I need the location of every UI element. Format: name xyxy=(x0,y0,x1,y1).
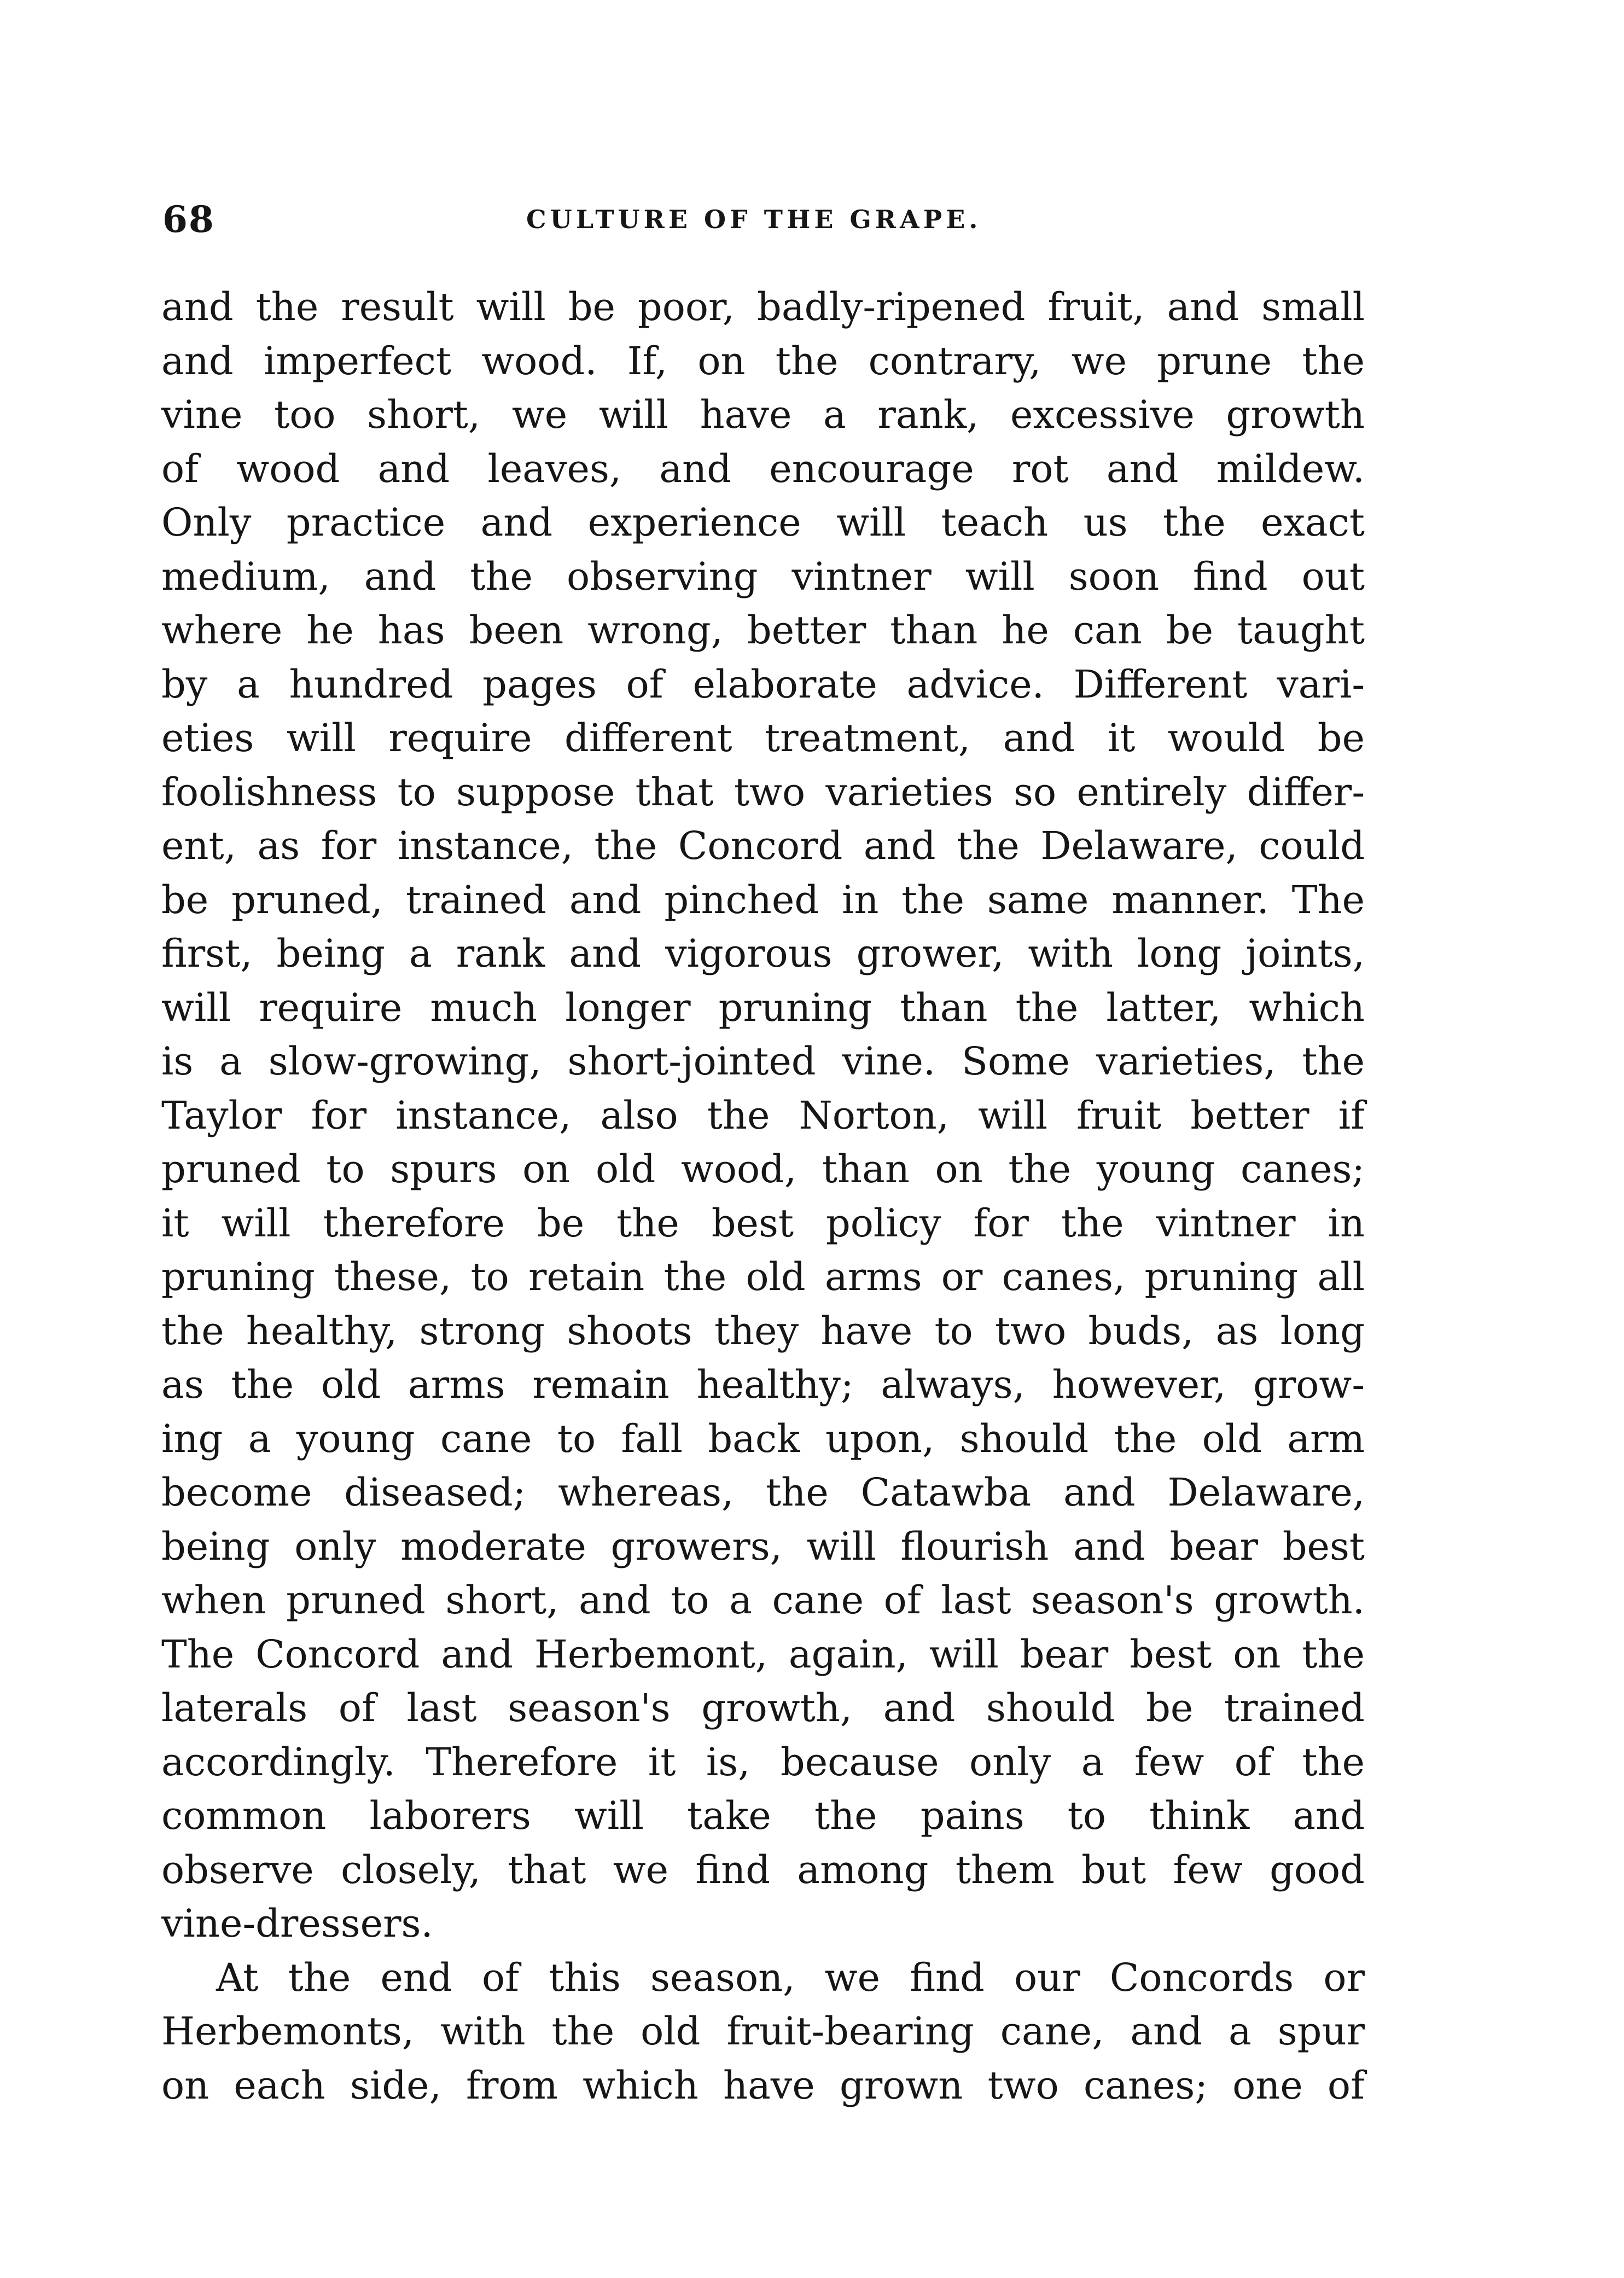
text-line: ing a young cane to fall back upon, should the old arm xyxy=(161,1416,1365,1461)
text-line: when pruned short, and to a cane of last season's growth. xyxy=(161,1578,1365,1623)
text-line: and the result will be poor, badly-ripened fruit, and small xyxy=(161,284,1365,329)
text-line: the healthy, strong shoots they have to two buds, as long xyxy=(161,1308,1365,1353)
text-line: foolishness to suppose that two varieties so entirely differ- xyxy=(161,769,1365,815)
text-line: eties will require different treatment, and it would be xyxy=(161,716,1365,760)
text-line: Herbemonts, with the old fruit-bearing cane, and a spur xyxy=(161,2009,1365,2054)
text-line: Only practice and experience will teach us the exact xyxy=(161,500,1365,545)
text-line: Taylor for instance, also the Norton, will fruit better if xyxy=(161,1092,1365,1138)
text-line: and imperfect wood. If, on the contrary, we prune the xyxy=(161,338,1365,383)
body-text xyxy=(161,280,1365,2112)
text-line: as the old arms remain healthy; always, however, grow- xyxy=(161,1362,1365,1407)
text-line: vine too short, we will have a rank, excessive growth xyxy=(161,392,1365,437)
text-line: by a hundred pages of elaborate advice. Different vari- xyxy=(161,661,1365,707)
text-line: it will therefore be the best policy for the vintner in xyxy=(161,1200,1365,1246)
text-line: ent, as for instance, the Concord and the Delaware, could xyxy=(161,823,1365,868)
running-head: CULTURE OF THE GRAPE. xyxy=(526,205,982,234)
text-line: medium, and the observing vintner will soon find out xyxy=(161,554,1365,599)
text-line: be pruned, trained and pinched in the same manner. The xyxy=(161,877,1365,922)
text-line: will require much longer pruning than the latter, which xyxy=(161,985,1365,1030)
text-line: first, being a rank and vigorous grower, with long joints, xyxy=(161,931,1365,976)
text-line: pruned to spurs on old wood, than on the young canes; xyxy=(161,1147,1365,1192)
text-line: At the end of this season, we find our Concords or xyxy=(216,1955,1365,2000)
text-line: where he has been wrong, better than he can be taught xyxy=(161,608,1365,653)
text-line: common laborers will take the pains to think and xyxy=(161,1793,1365,1838)
text-line: laterals of last season's growth, and should be trained xyxy=(161,1686,1365,1730)
text-line: accordingly. Therefore it is, because only a few of the xyxy=(161,1739,1365,1785)
text-line: being only moderate growers, will flourish and bear best xyxy=(161,1524,1365,1569)
page-header xyxy=(162,198,1366,247)
text-line: is a slow-growing, short-jointed vine. Some varieties, the xyxy=(161,1039,1365,1084)
text-line: pruning these, to retain the old arms or canes, pruning all xyxy=(161,1254,1365,1299)
page-number: 68 xyxy=(162,198,215,241)
text-line: of wood and leaves, and encourage rot and mildew. xyxy=(161,446,1365,491)
text-line: observe closely, that we find among them but few good xyxy=(161,1847,1365,1892)
text-line: on each side, from which have grown two canes; one of xyxy=(161,2062,1365,2108)
text-line: The Concord and Herbemont, again, will bear best on the xyxy=(161,1631,1365,1677)
text-line: vine-dressers. xyxy=(161,1901,433,1946)
text-line: become diseased; whereas, the Catawba and Delaware, xyxy=(161,1470,1365,1515)
